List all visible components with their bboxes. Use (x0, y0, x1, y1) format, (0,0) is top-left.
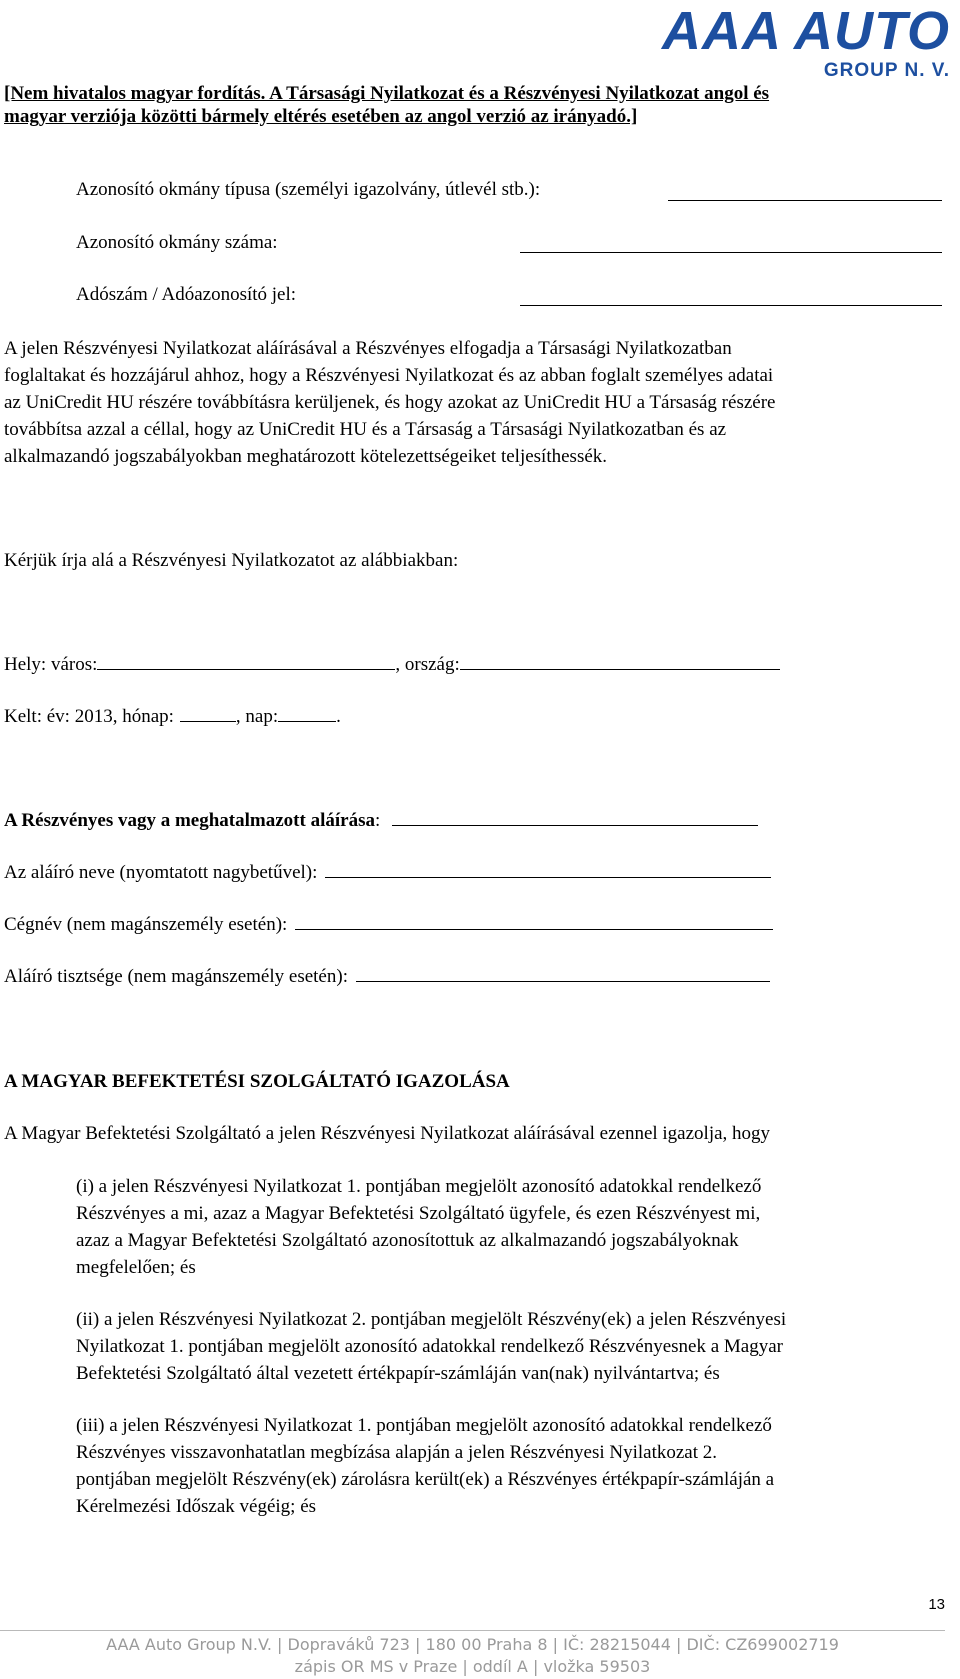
date-label: Kelt: év: 2013, hónap: (4, 706, 174, 727)
signer-position-row (4, 963, 770, 990)
day-label: , nap: (235, 706, 279, 727)
id-doc-number-field[interactable] (520, 252, 942, 253)
printed-name-label: Az aláíró neve (nyomtatott nagybetűvel): (4, 862, 318, 883)
item-3-line: (iii) a jelen Részvényesi Nyilatkozat 1. pontjában megjelölt azonosító adatokkal rendelkező (76, 1415, 772, 1436)
certification-item-2 (76, 1306, 945, 1387)
item-3-line: Kérelmezési Időszak végéig; és (76, 1496, 317, 1517)
sign-request-text: Kérjük írja alá a Részvényesi Nyilatkozatot az alábbiakban: (4, 550, 459, 571)
consent-line: alkalmazandó jogszabályokban meghatározott kötelezettségeiket teljesíthessék. (4, 446, 608, 467)
id-doc-type-field[interactable] (668, 200, 942, 201)
certification-item-3 (76, 1412, 945, 1520)
city-label: Hely: város: (4, 654, 98, 675)
item-3-line: Részvényes visszavonhatatlan megbízása alapján a jelen Részvényesi Nyilatkozat 2. (76, 1442, 718, 1463)
certification-heading: A MAGYAR BEFEKTETÉSI SZOLGÁLTATÓ IGAZOLÁSA (4, 1071, 510, 1092)
item-2-line: (ii) a jelen Részvényesi Nyilatkozat 2. pontjában megjelölt Részvény(ek) a jelen Részvényesi (76, 1309, 787, 1330)
item-1-line: Részvényes a mi, azaz a Magyar Befektetési Szolgáltató ügyfele, és ezen Részvényest mi, (76, 1203, 761, 1224)
page-number: 13 (928, 1596, 945, 1613)
translation-notice-line-1: [Nem hivatalos magyar fordítás. A Társasági Nyilatkozat és a Részvényesi Nyilatkozat angol és (4, 83, 770, 104)
signer-position-field[interactable] (356, 980, 770, 982)
company-name-field[interactable] (295, 928, 773, 930)
signature-colon: : (374, 810, 381, 831)
country-label: , ország: (395, 654, 460, 675)
certification-intro: A Magyar Befektetési Szolgáltató a jelen Részvényesi Nyilatkozat aláírásával ezennel igazolja, hogy (4, 1123, 771, 1144)
footer-line-2: zápis OR MS v Praze | oddíl A | vložka 59503 (294, 1657, 651, 1676)
item-2-line: Befektetési Szolgáltató által vezetett értékpapír-számláján van(nak) nyilvántartva; és (76, 1363, 720, 1384)
logo-wordmark: AAA AUTO (662, 1, 950, 61)
translation-notice-line-2: magyar verziója közötti bármely eltérés esetében az angol verzió az irányadó.] (4, 106, 638, 127)
item-2-line: Nyilatkozat 1. pontjában megjelölt azonosító adatokkal rendelkező Részvényesnek a Magyar (76, 1336, 783, 1357)
signer-position-label: Aláíró tisztsége (nem magánszemély esetén): (4, 966, 348, 987)
logo-subtitle: GROUP N. V. (823, 60, 950, 81)
printed-name-row (4, 859, 771, 886)
place-row (4, 651, 780, 678)
signature-field[interactable] (392, 824, 758, 826)
consent-paragraph (4, 335, 948, 470)
item-1-line: megfelelően; és (76, 1257, 196, 1278)
certification-item-1 (76, 1173, 945, 1281)
printed-name-field[interactable] (325, 876, 771, 878)
date-row (4, 703, 341, 730)
signature-row (4, 807, 758, 834)
day-field[interactable] (278, 720, 336, 722)
footer-divider (0, 1630, 945, 1631)
date-end: . (336, 706, 341, 727)
item-1-line: (i) a jelen Részvényesi Nyilatkozat 1. pontjában megjelölt azonosító adatokkal rendelkező (76, 1176, 762, 1197)
city-field[interactable] (97, 668, 395, 670)
consent-line: az UniCredit HU részére továbbításra kerüljenek, és hogy azokat az UniCredit HU a Társaság részére (4, 392, 776, 413)
footer-line-1: AAA Auto Group N.V. | Dopraváků 723 | 180 00 Praha 8 | IČ: 28215044 | DIČ: CZ699002719 (106, 1635, 839, 1654)
month-field[interactable] (180, 720, 236, 722)
item-1-line: azaz a Magyar Befektetési Szolgáltató azonosítottuk az alkalmazandó jogszabályoknak (76, 1230, 739, 1251)
id-doc-number-label: Azonosító okmány száma: (76, 232, 278, 253)
tax-id-field[interactable] (520, 305, 942, 306)
country-field[interactable] (460, 668, 780, 670)
consent-line: foglaltakat és hozzájárul ahhoz, hogy a Részvényesi Nyilatkozat és az abban foglalt személyes adatai (4, 365, 774, 386)
company-logo (660, 2, 950, 86)
company-name-label: Cégnév (nem magánszemély esetén): (4, 914, 288, 935)
item-3-line: pontjában megjelölt Részvény(ek) zárolásra került(ek) a Részvényes értékpapír-számláján a (76, 1469, 775, 1490)
id-doc-type-label: Azonosító okmány típusa (személyi igazolvány, útlevél stb.): (76, 179, 541, 200)
tax-id-label: Adószám / Adóazonosító jel: (76, 284, 297, 305)
signature-label: A Részvényes vagy a meghatalmazott aláírása (4, 810, 375, 831)
consent-line: A jelen Részvényesi Nyilatkozat aláírásával a Részvényes elfogadja a Társasági Nyilatkozatban (4, 338, 732, 359)
consent-line: továbbítsa azzal a céllal, hogy az UniCredit HU és a Társaság a Társasági Nyilatkozatban és az (4, 419, 727, 440)
company-name-row (4, 911, 773, 938)
